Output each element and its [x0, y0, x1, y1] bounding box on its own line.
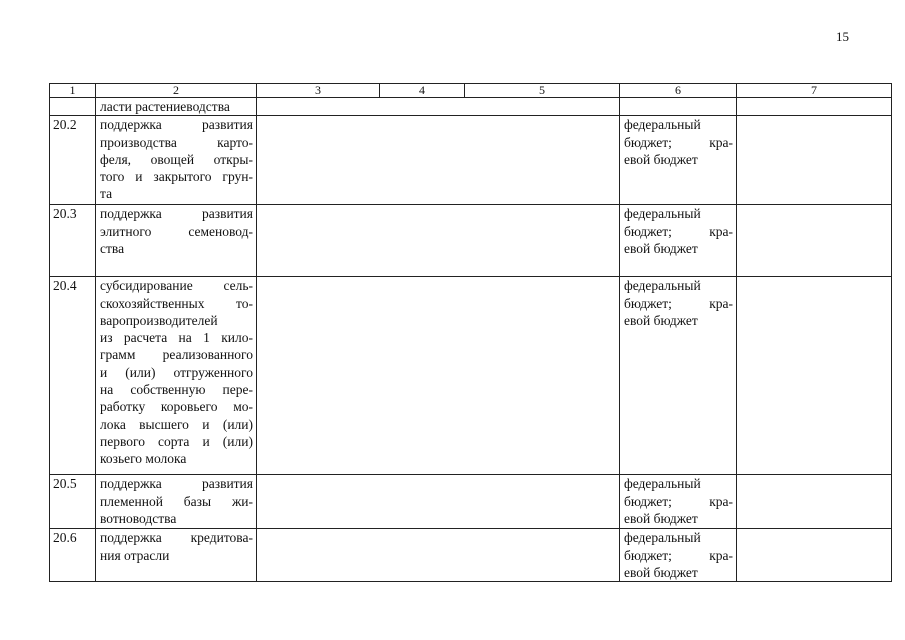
source-line: евой бюджет: [624, 312, 698, 328]
description-line: феля, овощей откры-: [100, 151, 253, 167]
source-line: федеральный: [624, 476, 701, 492]
table-row: [50, 529, 892, 582]
source-line: бюджет; кра-: [624, 295, 733, 311]
source-cell: [620, 98, 737, 116]
description-line: поддержка кредитова-: [100, 530, 253, 546]
funding-source: [620, 475, 737, 529]
column-number: 1: [50, 84, 96, 98]
description-line: вотноводства: [100, 510, 177, 526]
source-line: бюджет; кра-: [624, 223, 733, 239]
column-number: 4: [380, 84, 465, 98]
source-line: федеральный: [624, 206, 701, 222]
measure-description: [96, 116, 257, 205]
description-line: того и закрытого грун-: [100, 169, 253, 185]
description-line: козьего молока: [100, 451, 187, 467]
row-number-cell: [50, 98, 96, 116]
measure-description: [96, 529, 257, 582]
funding-source: [620, 205, 737, 277]
source-line: бюджет; кра-: [624, 547, 733, 563]
empty-cell: [257, 116, 620, 205]
table-row: [50, 277, 892, 475]
description-line: скохозяйственных то-: [100, 295, 253, 311]
column-number: 2: [96, 84, 257, 98]
column-number: 6: [620, 84, 737, 98]
program-table: [49, 83, 892, 582]
measure-cell: ласти растениеводства: [96, 98, 257, 116]
description-line: грамм реализованного: [100, 347, 253, 363]
source-line: федеральный: [624, 117, 701, 133]
empty-cell: [737, 277, 892, 475]
empty-cell: [737, 205, 892, 277]
page-number: 15: [836, 29, 849, 44]
row-number: 20.6: [50, 529, 96, 582]
table-row: [50, 475, 892, 529]
description-line: поддержка развития: [100, 117, 253, 133]
description-line: субсидирование сель-: [100, 278, 253, 294]
empty-cell: [257, 98, 620, 116]
measure-description: [96, 475, 257, 529]
row-number: 20.5: [50, 475, 96, 529]
description-line: варопроизводителей: [100, 312, 218, 328]
empty-cell: [257, 529, 620, 582]
funding-source: [620, 277, 737, 475]
description-line: лока высшего и (или): [100, 416, 253, 432]
row-number: 20.4: [50, 277, 96, 475]
measure-description: [96, 277, 257, 475]
column-number-row: [50, 84, 892, 98]
empty-cell: [257, 205, 620, 277]
empty-cell: [737, 116, 892, 205]
table-row: [50, 205, 892, 277]
description-line: племенной базы жи-: [100, 493, 253, 509]
description-line: первого сорта и (или): [100, 433, 253, 449]
column-number: 7: [737, 84, 892, 98]
description-line: производства карто-: [100, 134, 253, 150]
source-line: федеральный: [624, 530, 701, 546]
empty-cell: [737, 98, 892, 116]
column-number: 5: [465, 84, 620, 98]
description-line: работку коровьего мо-: [100, 399, 253, 415]
source-line: евой бюджет: [624, 151, 698, 167]
source-line: евой бюджет: [624, 240, 698, 256]
measure-description: [96, 205, 257, 277]
description-line: и (или) отгруженного: [100, 364, 253, 380]
continuation-row: [50, 98, 892, 116]
table-row: [50, 116, 892, 205]
description-line: ства: [100, 240, 125, 256]
description-line: та: [100, 186, 113, 202]
source-line: федеральный: [624, 278, 701, 294]
funding-source: [620, 116, 737, 205]
empty-cell: [737, 475, 892, 529]
empty-cell: [257, 475, 620, 529]
row-number: 20.2: [50, 116, 96, 205]
row-number: 20.3: [50, 205, 96, 277]
description-line: поддержка развития: [100, 206, 253, 222]
column-number: 3: [257, 84, 380, 98]
source-line: евой бюджет: [624, 564, 698, 580]
source-line: евой бюджет: [624, 510, 698, 526]
empty-cell: [737, 529, 892, 582]
empty-cell: [257, 277, 620, 475]
description-line: элитного семеновод-: [100, 223, 253, 239]
description-line: поддержка развития: [100, 476, 253, 492]
description-line: из расчета на 1 кило-: [100, 330, 253, 346]
description-line: ния отрасли: [100, 547, 170, 563]
source-line: бюджет; кра-: [624, 493, 733, 509]
funding-source: [620, 529, 737, 582]
description-line: на собственную пере-: [100, 382, 253, 398]
source-line: бюджет; кра-: [624, 134, 733, 150]
